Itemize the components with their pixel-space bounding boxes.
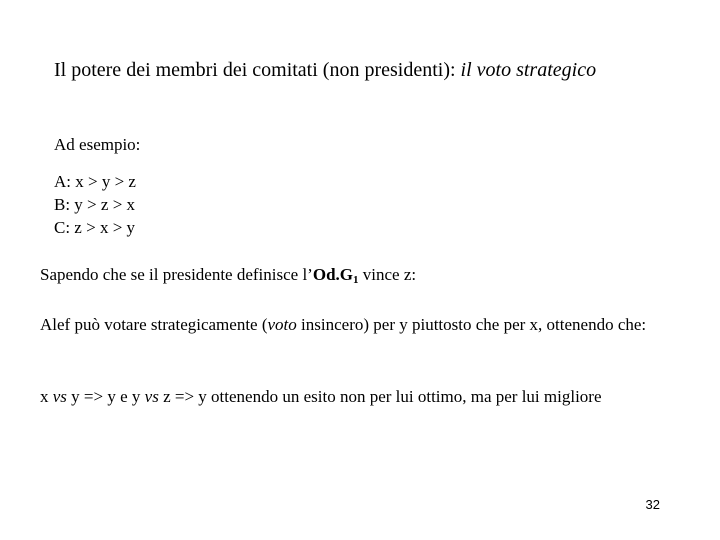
paragraph1-end: vince z: — [358, 265, 417, 284]
page-number: 32 — [645, 497, 660, 512]
agenda-label: $Od.G_1$ — [312, 265, 359, 286]
outcome-part-2: y => y e y — [66, 387, 145, 406]
title-text: Il potere dei membri dei comitati (non presidenti): — [54, 59, 461, 81]
paragraph2-italic: voto — [267, 315, 297, 334]
preference-a: A: x > y > z — [54, 172, 136, 191]
agenda-subscript: 1 — [353, 274, 359, 286]
paragraph2-text: Alef può votare strategicamente ( — [40, 315, 268, 334]
paragraph-president — [40, 264, 680, 286]
paragraph2-end: insincero) per y piuttosto che per x, ottenendo che: — [296, 315, 647, 334]
preference-b: B: y > z > x — [54, 195, 136, 214]
vs-italic-1: vs — [52, 387, 67, 406]
example-label: Ad esempio: — [54, 135, 141, 154]
outcome-part-3: z => y ottenendo un esito non per lui ottimo, ma per lui migliore — [158, 387, 602, 406]
paragraph1-text: Sapendo che se il presidente definisce l’ — [40, 265, 313, 284]
preference-c: C: z > x > y — [54, 218, 136, 237]
slide-title — [54, 56, 674, 84]
paragraph-strategic-vote — [40, 314, 650, 336]
vs-italic-2: vs — [144, 387, 159, 406]
outcome-part-1: x — [40, 387, 53, 406]
paragraph-outcome — [40, 386, 650, 408]
title-italic-text: il voto strategico — [460, 59, 597, 81]
